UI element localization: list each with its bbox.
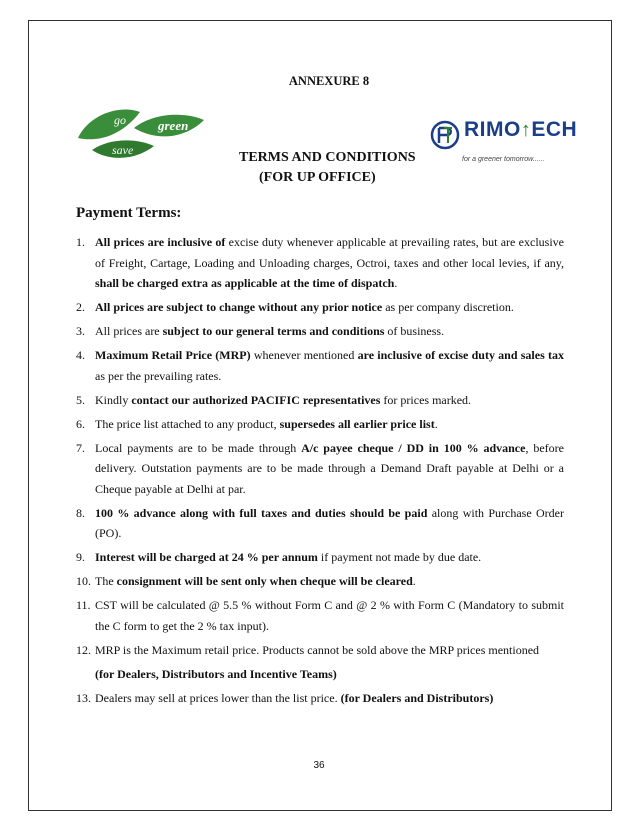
term-text-bold: shall be charged extra as applicable at the time of dispatch: [95, 276, 395, 290]
term-item: [76, 547, 564, 568]
term-text-bold: subject to our general terms and conditions: [162, 324, 385, 338]
term-text-bold: Interest will be charged at 24 % per annum: [95, 550, 318, 564]
term-text-bold: All prices are subject to change without any prior notice: [95, 300, 383, 314]
term-text: along with Purchase Order (PO).: [95, 505, 564, 540]
term-text: .: [394, 276, 398, 290]
term-text: Kindly: [95, 392, 132, 407]
term-text: The: [95, 574, 117, 588]
term-item: [76, 297, 564, 318]
term-text: Local payments are to be made through: [95, 440, 302, 455]
term-item: [76, 232, 564, 294]
term-text: for prices marked.: [380, 392, 472, 407]
term-item: [76, 390, 564, 411]
leaf-shape-left: [78, 110, 140, 140]
section-title: Payment Terms:: [76, 205, 182, 221]
term-text: The price list attached to any product,: [95, 416, 280, 431]
term-number: 11.: [76, 598, 91, 612]
term-number: 2.: [76, 300, 85, 314]
term-text: as per the prevailing rates.: [95, 368, 222, 383]
term-item: [76, 571, 564, 592]
term-number: 6.: [76, 416, 85, 431]
term-text-bold: 100 % advance along with full taxes and duties should be paid: [95, 505, 428, 520]
primo-tech-logo: [430, 118, 578, 170]
term-number: 1.: [76, 235, 85, 249]
term-number: 12.: [76, 642, 91, 657]
term-text: if payment not made by due date.: [317, 550, 482, 564]
term-text: , before delivery. Outstation payments are to be made through a Demand Draft payable at Delhi or a Cheque payable at Delhi at par.: [95, 440, 564, 496]
primo-tech-emblem-icon: [430, 120, 460, 150]
term-text: of business.: [384, 324, 445, 338]
term-text-bold: Maximum Retail Price (MRP): [95, 348, 251, 362]
term-number: 13.: [76, 691, 91, 705]
term-text-bold: (for Dealers and Distributors): [340, 691, 494, 705]
term-text: whenever mentioned: [250, 348, 358, 362]
page-number: 36: [313, 760, 325, 771]
payment-terms-list: [76, 232, 564, 712]
term-number: 9.: [76, 550, 85, 564]
up-arrow-icon: ↑: [520, 119, 532, 141]
term-text: .: [434, 416, 438, 431]
term-text: CST will be calculated @ 5.5 % without Form C and @ 2 % with Form C (Mandatory to submit the C form to get the 2 % tax input).: [95, 598, 564, 633]
term-item: [76, 503, 564, 544]
logo-word-go: go: [114, 113, 126, 127]
term-text: All prices are: [95, 324, 163, 338]
go-green-save-logo: [74, 98, 208, 164]
term-text-bold: supersedes all earlier price list: [279, 416, 435, 431]
term-number: 3.: [76, 324, 85, 338]
primo-tech-wordmark: RIMO↑ECH: [464, 118, 578, 141]
term-text-bold: are inclusive of excise duty and sales tax: [357, 348, 564, 362]
term-item: [76, 414, 564, 435]
term-item: [76, 688, 564, 709]
document-subtitle: (FOR UP OFFICE): [259, 170, 376, 185]
term-text-bold: All prices are inclusive of: [95, 235, 226, 249]
primo-tech-tagline: for a greener tomorrow......: [462, 156, 545, 163]
document-title: TERMS AND CONDITIONS: [239, 150, 416, 165]
term-number: 4.: [76, 348, 85, 362]
term-text: Dealers may sell at prices lower than the list price.: [95, 691, 341, 705]
term-item: [76, 345, 564, 386]
term-text: as per company discretion.: [382, 300, 514, 314]
term-item: [76, 595, 564, 636]
term-number: 5.: [76, 392, 85, 407]
term-text: excise duty whenever applicable at prevailing rates, but are exclusive of Freight, Cartage, Loading and Unloading charges, Octroi, taxes and other local levies, if any,: [95, 235, 564, 270]
logo-word-green: green: [158, 118, 189, 133]
term-number: 10.: [76, 574, 91, 588]
term-number: 7.: [76, 440, 85, 455]
term-text: .: [412, 574, 416, 588]
term-item: [76, 321, 564, 342]
term-note: (for Dealers, Distributors and Incentive Teams): [95, 667, 337, 681]
term-item: [76, 438, 564, 500]
term-number: 8.: [76, 505, 85, 520]
term-text-bold: consignment will be sent only when cheque will be cleared: [116, 574, 413, 588]
term-item: [76, 640, 564, 685]
annexure-heading: ANNEXURE 8: [288, 74, 370, 88]
term-text-bold: contact our authorized PACIFIC representatives: [131, 392, 381, 407]
logo-word-save: save: [112, 143, 134, 157]
term-text-bold: A/c payee cheque / DD in 100 % advance: [301, 440, 526, 455]
term-text: MRP is the Maximum retail price. Products cannot be sold above the MRP prices mentioned: [95, 642, 540, 657]
